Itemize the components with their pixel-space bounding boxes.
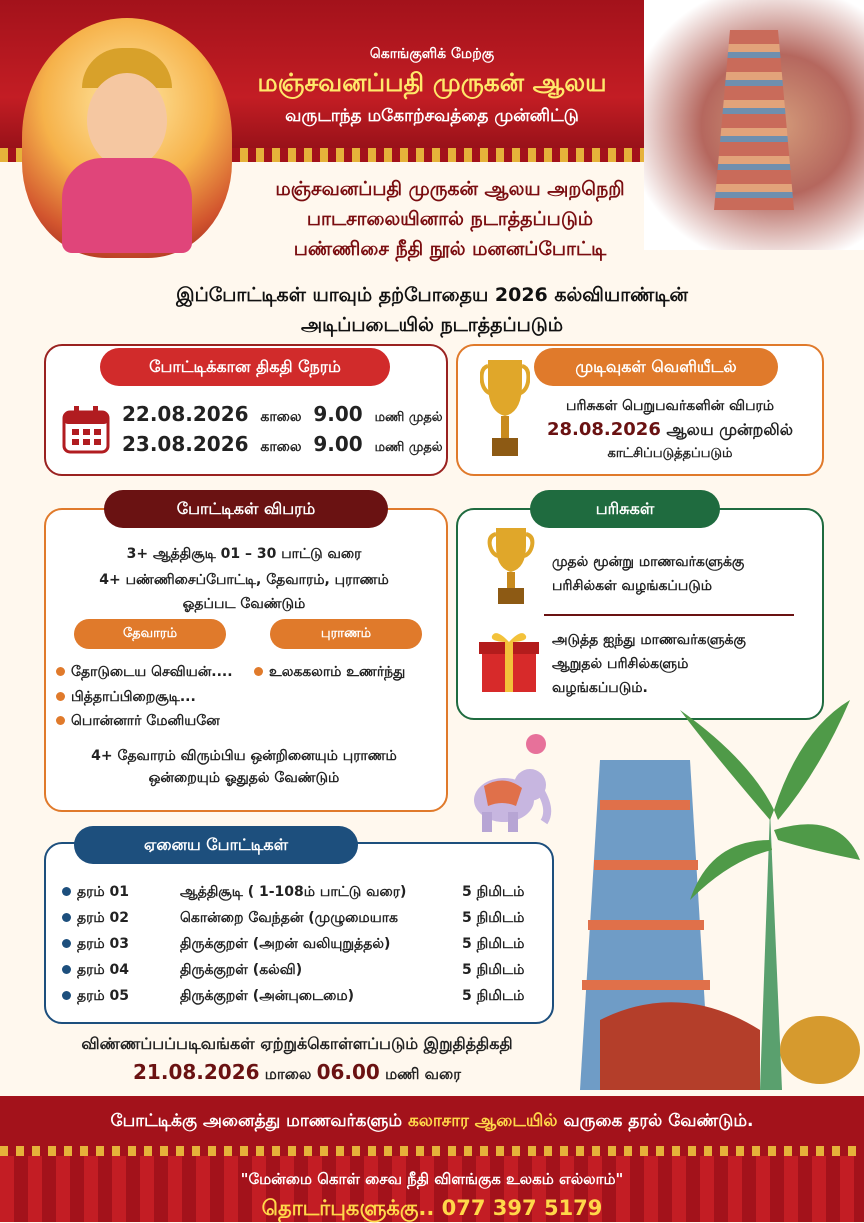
dress-code-highlight: கலாசார ஆடையில்	[407, 1111, 558, 1131]
festival-line: வருடாந்த மகோற்சவத்தை முன்னிட்டு	[285, 106, 579, 126]
time-cell: 5 நிமிடம்	[462, 962, 525, 978]
thevaram-item-1-text: தோடுடைய செவியன்....	[71, 664, 233, 680]
organizer-line-3: பண்ணிசை நீதி நூல் மனனப்போட்டி	[293, 238, 607, 260]
organizer-line-1: மஞ்சவனப்பதி முருகன் ஆலய அறநெறி	[275, 178, 625, 200]
dress-code-banner	[0, 1096, 864, 1146]
bullet-icon	[56, 667, 65, 676]
table-row	[56, 984, 530, 1010]
prize-next-line-3: வழங்கப்படும்.	[552, 680, 648, 696]
note-line-2: அடிப்படையில் நடாத்தப்படும்	[300, 314, 564, 336]
schedule-row-1	[122, 402, 443, 427]
results-heading: முடிவுகள் வெளியீடல்	[534, 348, 778, 386]
bullet-icon	[254, 667, 263, 676]
thevaram-item-2-text: பித்தாப்பிறைசூடி...	[71, 689, 196, 705]
organizer-line-2: பாடசாலையினால் நடாத்தப்படும்	[306, 208, 594, 230]
temple-and-banana-tree-illustration	[560, 690, 864, 1100]
grade-text: தரம் 02	[77, 910, 129, 926]
time-cell: 5 நிமிடம்	[462, 884, 525, 900]
grade-text: தரம் 05	[77, 988, 129, 1004]
thevaram-item-3	[56, 713, 220, 731]
prize-first-line-2: பரிசில்கள் வழங்கப்படும்	[552, 578, 713, 594]
bullet-icon	[62, 887, 71, 896]
contact-number: தொடர்புகளுக்கு.. 077 397 5179	[261, 1196, 603, 1220]
trophy-icon	[486, 524, 536, 608]
schedule-time-1: 9.00	[313, 402, 363, 426]
prize-next-line-1: அடுத்த ஐந்து மாணவர்களுக்கு	[552, 632, 746, 648]
grade-cell	[56, 984, 174, 1010]
thevaram-item-3-text: பொன்னார் மேனியனே	[71, 713, 220, 729]
bullet-icon	[56, 692, 65, 701]
thevaram-label: தேவாரம்	[74, 619, 226, 649]
bullet-icon	[62, 965, 71, 974]
topic-cell: திருக்குறள் (அறன் வலியுறுத்தல்)	[180, 936, 391, 952]
topic-cell: கொன்றை வேந்தன் (முழுமையாக	[180, 910, 398, 926]
details-line-1: 3+ ஆத்திசூடி 01 – 30 பாட்டு வரை	[126, 546, 362, 562]
schedule-heading: போட்டிக்கான திகதி நேரம்	[100, 348, 390, 386]
puranam-item-1	[254, 664, 405, 682]
topic-cell: திருக்குறள் (கல்வி)	[180, 962, 303, 978]
puranam-item-1-text: உலககலாம் உணர்ந்து	[269, 664, 406, 680]
elephant-illustration	[464, 730, 554, 835]
saiva-quote: "மேன்மை கொள் சைவ நீதி விளங்குக உலகம் எல்லாம்"	[240, 1170, 624, 1188]
schedule-time-2: 9.00	[313, 432, 363, 456]
prize-next-line-2: ஆறுதல் பரிசில்களும்	[552, 656, 689, 672]
details-line-3: ஓதப்பட வேண்டும்	[182, 596, 306, 612]
temple-title: மஞ்சவனப்பதி முருகன் ஆலய	[257, 68, 607, 97]
topic-cell: திருக்குறள் (அன்புடைமை)	[180, 988, 355, 1004]
prizes-heading: பரிசுகள்	[530, 490, 720, 528]
bullet-icon	[62, 913, 71, 922]
note-line-1: இப்போட்டிகள் யாவும் தற்போதைய 2026 கல்வியாண்டின்	[176, 284, 688, 306]
deadline-line-2	[44, 1060, 550, 1085]
prize-first-line-1: முதல் மூன்று மாணவர்களுக்கு	[552, 554, 745, 570]
schedule-date-1: 22.08.2026	[122, 402, 249, 426]
gift-icon	[478, 628, 540, 694]
thevaram-item-2	[56, 689, 196, 707]
details-line-2: 4+ பண்ணிசைப்போட்டி, தேவாரம், புராணம்	[99, 572, 389, 588]
table-row	[56, 906, 530, 932]
bullet-icon	[62, 991, 71, 1000]
other-competitions-heading: ஏனைய போட்டிகள்	[74, 826, 358, 864]
schedule-date-2: 23.08.2026	[122, 432, 249, 456]
deadline-suffix: மணி வரை	[385, 1065, 461, 1083]
organizer-block	[230, 174, 670, 264]
academic-year-note	[0, 280, 864, 340]
details-heading: போட்டிகள் விபரம்	[104, 490, 388, 528]
calendar-icon	[62, 404, 110, 454]
schedule-period-1: காலை	[260, 409, 302, 425]
results-line-3: காட்சிப்படுத்தப்படும்	[607, 446, 733, 461]
other-competitions-table	[56, 880, 530, 1010]
thevaram-item-1	[56, 664, 233, 682]
time-cell: 5 நிமிடம்	[462, 988, 525, 1004]
deadline-time: 06.00	[316, 1060, 380, 1084]
bullet-icon	[56, 716, 65, 725]
bullet-icon	[62, 939, 71, 948]
results-line-1: பரிசுகள் பெறுபவர்களின் விபரம்	[566, 398, 774, 414]
schedule-suffix-1: மணி முதல்	[374, 410, 443, 425]
grade-cell	[56, 906, 174, 932]
details-footer-2: ஒன்றையும் ஓதுதல் வேண்டும்	[148, 770, 340, 786]
grade-text: தரம் 04	[77, 962, 129, 978]
footer-border	[0, 1146, 864, 1156]
time-cell: 5 நிமிடம்	[462, 910, 525, 926]
schedule-period-2: காலை	[260, 439, 302, 455]
results-line-2-wrap	[540, 419, 800, 441]
dress-code-pre: போட்டிக்கு அனைத்து மாணவர்களும்	[110, 1111, 403, 1131]
puranam-label: புராணம்	[270, 619, 422, 649]
deadline-line-1: விண்ணப்பப்படிவங்கள் ஏற்றுக்கொள்ளப்படும் இறுதித்திகதி	[81, 1034, 513, 1053]
header-subtitle: கொங்குளிக் மேற்கு	[369, 46, 495, 62]
results-date: 28.08.2026	[546, 419, 661, 440]
grade-cell	[56, 958, 174, 984]
details-footer-1: 4+ தேவாரம் விரும்பிய ஒன்றினையும் புராணம்	[91, 748, 397, 764]
grade-cell	[56, 880, 174, 906]
prize-divider	[544, 614, 794, 616]
deadline-date: 21.08.2026	[133, 1060, 260, 1084]
schedule-row-2	[122, 432, 443, 457]
trophy-icon	[480, 354, 530, 464]
dress-code-post: வருகை தரல் வேண்டும்.	[563, 1111, 754, 1131]
deadline-period: மாலை	[264, 1065, 312, 1083]
grade-text: தரம் 01	[77, 884, 129, 900]
grade-text: தரம் 03	[77, 936, 129, 952]
grade-cell	[56, 932, 174, 958]
table-row	[56, 958, 530, 984]
table-row	[56, 932, 530, 958]
results-line-2: ஆலய முன்றலில்	[666, 420, 793, 439]
time-cell: 5 நிமிடம்	[462, 936, 525, 952]
deity-body	[62, 158, 192, 253]
schedule-suffix-2: மணி முதல்	[374, 440, 443, 455]
table-row	[56, 880, 530, 906]
topic-cell: ஆத்திசூடி ( 1-108ம் பாட்டு வரை)	[180, 884, 407, 900]
